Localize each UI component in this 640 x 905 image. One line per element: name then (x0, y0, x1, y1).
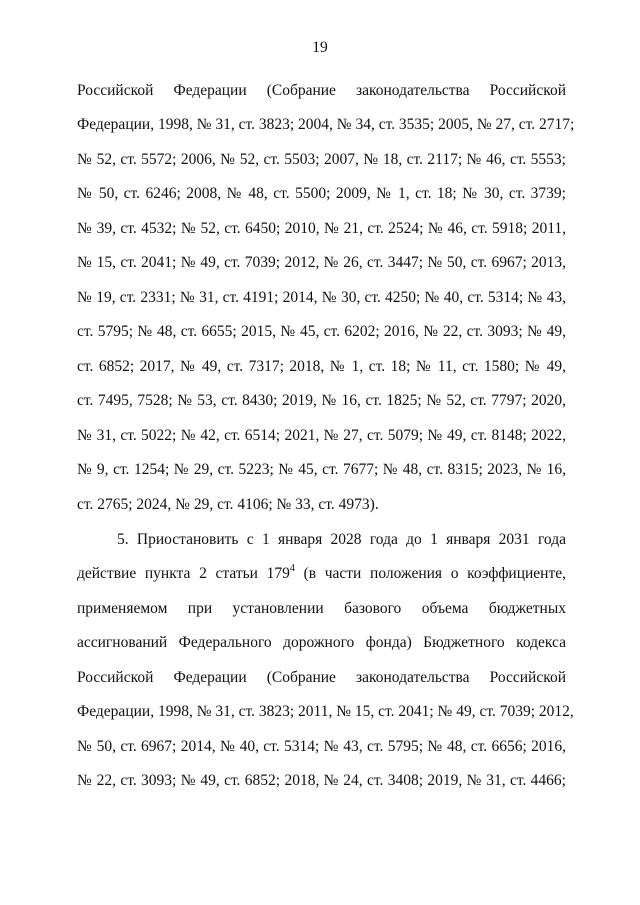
text-line: ст. 5795; № 48, ст. 6655; 2015, № 45, ст. 6202; 2016, № 22, ст. 3093; № 49, (77, 323, 566, 340)
text-line: ст. 7495, 7528; № 53, ст. 8430; 2019, № 16, ст. 1825; № 52, ст. 7797; 2020, (77, 392, 566, 409)
text-line: № 50, ст. 6967; 2014, № 40, ст. 5314; № 43, ст. 5795; № 48, ст. 6656; 2016, (77, 738, 566, 755)
superscript: 4 (289, 562, 295, 574)
text-line: Российской Федерации (Собрание законодательства Российской (77, 669, 566, 686)
text-line: № 9, ст. 1254; № 29, ст. 5223; № 45, ст. 7677; № 48, ст. 8315; 2023, № 16, (77, 461, 566, 478)
text-line: Федерации, 1998, № 31, ст. 3823; 2004, № 34, ст. 3535; 2005, № 27, ст. 2717; (77, 116, 575, 133)
text-fragment: действие пункта 2 статьи 179 (77, 565, 290, 582)
text-line: применяемом при установлении базового объема бюджетных (77, 600, 566, 617)
text-line: № 19, ст. 2331; № 31, ст. 4191; 2014, № 30, ст. 4250; № 40, ст. 5314; № 43, (77, 289, 566, 306)
text-line: ст. 6852; 2017, № 49, ст. 7317; 2018, № 1, ст. 18; № 11, ст. 1580; № 49, (77, 358, 566, 375)
text-line: № 52, ст. 5572; 2006, № 52, ст. 5503; 2007, № 18, ст. 2117; № 46, ст. 5553; (77, 151, 566, 168)
text-line: ассигнований Федерального дорожного фонда) Бюджетного кодекса (77, 634, 566, 651)
text-line: № 15, ст. 2041; № 49, ст. 7039; 2012, № 26, ст. 3447; № 50, ст. 6967; 2013, (77, 254, 566, 271)
text-line: Федерации, 1998, № 31, ст. 3823; 2011, № 15, ст. 2041; № 49, ст. 7039; 2012, (77, 703, 574, 720)
text-line: № 50, ст. 6246; 2008, № 48, ст. 5500; 2009, № 1, ст. 18; № 30, ст. 3739; (77, 185, 566, 202)
text-fragment: (в части положения о коэффициенте, (294, 565, 566, 582)
text-line: Российской Федерации (Собрание законодательства Российской (77, 82, 566, 99)
text-line: № 31, ст. 5022; № 42, ст. 6514; 2021, № 27, ст. 5079; № 49, ст. 8148; 2022, (77, 427, 566, 444)
text-line: ст. 2765; 2024, № 29, ст. 4106; № 33, ст. 4973). (77, 496, 379, 513)
text-line (77, 564, 566, 584)
text-line: № 39, ст. 4532; № 52, ст. 6450; 2010, № 21, ст. 2524; № 46, ст. 5918; 2011, (77, 220, 566, 237)
page-number: 19 (312, 39, 328, 56)
text-line: 5. Приостановить с 1 января 2028 года до 1 января 2031 года (117, 531, 566, 548)
text-line: № 22, ст. 3093; № 49, ст. 6852; 2018, № 24, ст. 3408; 2019, № 31, ст. 4466; (77, 772, 566, 789)
